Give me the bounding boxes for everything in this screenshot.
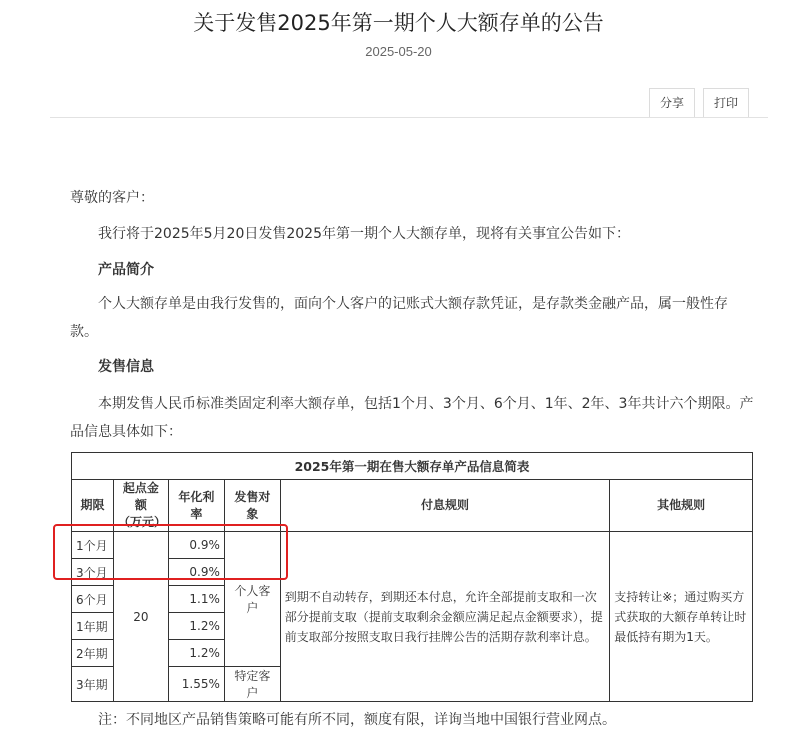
min-amount-unit: （万元） [117, 515, 166, 529]
section1-body-block [70, 290, 742, 346]
toolbar [641, 88, 749, 117]
section1-block [70, 256, 750, 284]
term-cell: 1年期 [72, 613, 114, 640]
product-intro-paragraph: 个人大额存单是由我行发售的，面向个人客户的记账式大额存款凭证，是存款类金融产品，属一般性存款。 [70, 296, 728, 340]
other-rule-cell: 支持转让※；通过购买方式获取的大额存单转让时最低持有期为1天。 [610, 532, 753, 702]
term-cell: 3年期 [72, 667, 114, 702]
section2-block [70, 353, 750, 381]
rate-cell: 1.2% [168, 613, 224, 640]
section-heading-sale: 发售信息 [98, 359, 154, 375]
interest-rule-cell: 到期不自动转存，到期还本付息，允许全部提前支取和一次部分提前支取（提前支取剩余金额应满足起点金额要求），提前支取部分按照支取日我行挂牌公告的活期存款利率计息。 [280, 532, 609, 702]
col-header-target: 发售对象 [224, 480, 280, 532]
table-caption: 2025年第一期在售大额存单产品信息简表 [72, 453, 753, 480]
min-amount-label: 起点金额 [122, 481, 159, 512]
col-header-rate: 年化利率 [168, 480, 224, 532]
term-cell: 3个月 [72, 559, 114, 586]
term-cell: 1个月 [72, 532, 114, 559]
highlight-box [53, 524, 288, 580]
target-cell-personal: 个人客户 [224, 532, 280, 667]
rate-cell: 1.2% [168, 640, 224, 667]
rate-cell: 1.1% [168, 586, 224, 613]
sale-info-paragraph: 本期发售人民币标准类固定利率大额存单，包括1个月、3个月、6个月、1年、2年、3年共计六个期限。产品信息具体如下： [70, 396, 754, 440]
footnote: 注：不同地区产品销售策略可能有所不同，额度有限，详询当地中国银行营业网点。 [98, 712, 616, 728]
section2-body-block [70, 390, 755, 446]
col-header-interest: 付息规则 [280, 480, 609, 532]
target-cell-specific: 特定客户 [224, 667, 280, 702]
rate-cell: 1.55% [168, 667, 224, 702]
intro-paragraph: 我行将于2025年5月20日发售2025年第一期个人大额存单，现将有关事宜公告如下： [98, 226, 630, 242]
page-title: 关于发售2025年第一期个人大额存单的公告 [193, 11, 604, 35]
term-cell: 2年期 [72, 640, 114, 667]
article-intro-block [70, 220, 750, 248]
min-amount-cell: 20 [113, 532, 168, 702]
col-header-other: 其他规则 [610, 480, 753, 532]
section-heading-product: 产品简介 [98, 262, 154, 278]
rate-cell: 0.9% [168, 559, 224, 586]
article-body [70, 184, 750, 212]
header-divider [50, 117, 768, 118]
print-button[interactable]: 打印 [703, 88, 749, 117]
rate-cell: 0.9% [168, 532, 224, 559]
col-header-term: 期限 [72, 480, 114, 532]
term-cell: 6个月 [72, 586, 114, 613]
greeting: 尊敬的客户： [70, 190, 154, 206]
publish-date: 2025-05-20 [365, 44, 432, 59]
share-button[interactable]: 分享 [649, 88, 695, 117]
